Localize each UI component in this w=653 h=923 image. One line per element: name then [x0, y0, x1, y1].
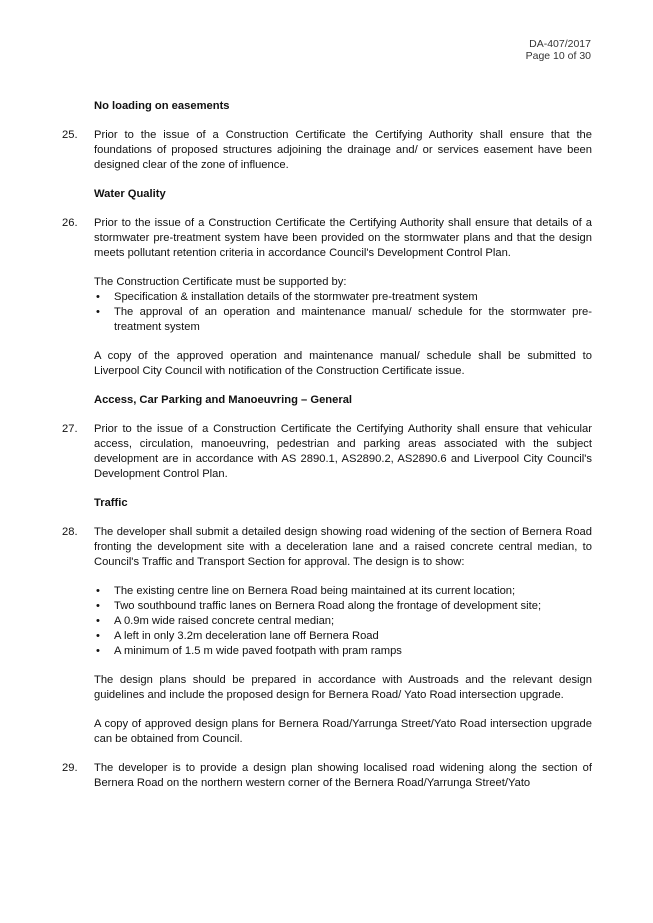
clause-29 — [62, 761, 592, 791]
clause-closing: A copy of the approved operation and maintenance manual/ schedule shall be submitted to Liverpool City Council with notification of the Construction Certificate issue. — [94, 350, 592, 377]
document-body — [62, 99, 592, 805]
clause-paragraph: The design plans should be prepared in accordance with Austroads and the relevant design guidelines and include the proposed design for Bernera Road/ Yato Road intersection upgrade. — [94, 674, 592, 701]
clause-number: 26. — [62, 217, 78, 229]
section-heading-water-quality: Water Quality — [94, 188, 166, 200]
clause-text: Prior to the issue of a Construction Certificate the Certifying Authority shall ensure that vehicular access, circulation, manoeuvring, pedestrian and parking areas associated with the subject development are in accordance with AS 2890.1, AS2890.2, AS2890.6 and Liverpool City Council's Development Control Plan. — [94, 423, 592, 480]
clause-26 — [62, 216, 592, 261]
section-heading-easements: No loading on easements — [94, 100, 230, 112]
list-item: • A left in only 3.2m deceleration lane off Bernera Road — [94, 629, 592, 644]
clause-number: 25. — [62, 129, 78, 141]
clause-number: 28. — [62, 526, 78, 538]
clause-number: 29. — [62, 762, 78, 774]
support-intro: The Construction Certificate must be supported by: — [94, 276, 347, 288]
list-item: • Two southbound traffic lanes on Bernera Road along the frontage of development site; — [94, 599, 592, 614]
clause-number: 27. — [62, 423, 78, 435]
support-list — [94, 290, 592, 335]
clause-25 — [62, 128, 592, 173]
page-header — [526, 38, 591, 62]
clause-28 — [62, 525, 592, 747]
section-heading-traffic: Traffic — [94, 497, 128, 509]
section-heading-access-parking: Access, Car Parking and Manoeuvring – General — [94, 394, 353, 406]
design-requirements-list — [94, 584, 592, 659]
list-item: • Specification & installation details of the stormwater pre-treatment system — [94, 290, 592, 305]
list-item: • The existing centre line on Bernera Road being maintained at its current location; — [94, 584, 592, 599]
list-item: • The approval of an operation and maintenance manual/ schedule for the stormwater pre-treatment system — [94, 305, 592, 335]
list-item: • A 0.9m wide raised concrete central median; — [94, 614, 592, 629]
page-number: Page 10 of 30 — [525, 50, 591, 62]
clause-text: Prior to the issue of a Construction Certificate the Certifying Authority shall ensure that the foundations of proposed structures adjoining the drainage and/ or services easement have been designed clear of the zone of influence. — [94, 129, 592, 171]
list-item: • A minimum of 1.5 m wide paved footpath with pram ramps — [94, 644, 592, 659]
clause-paragraph: A copy of approved design plans for Bernera Road/Yarrunga Street/Yato Road intersection upgrade can be obtained from Council. — [94, 718, 592, 745]
support-block — [94, 275, 592, 335]
document-reference: DA-407/2017 — [529, 38, 591, 50]
clause-text: Prior to the issue of a Construction Certificate the Certifying Authority shall ensure that details of a stormwater pre-treatment system have been provided on the stormwater plans and that the design meets pollutant retention criteria in accordance Council's Development Control Plan. — [94, 217, 592, 259]
clause-text: The developer is to provide a design plan showing localised road widening along the section of Bernera Road on the northern western corner of the Bernera Road/Yarrunga Street/Yato — [94, 762, 592, 789]
clause-27 — [62, 422, 592, 482]
clause-text: The developer shall submit a detailed design showing road widening of the section of Bernera Road fronting the development site with a deceleration lane and a raised concrete central median, to Council's Traffic and Transport Section for approval. The design is to show: — [94, 526, 592, 568]
